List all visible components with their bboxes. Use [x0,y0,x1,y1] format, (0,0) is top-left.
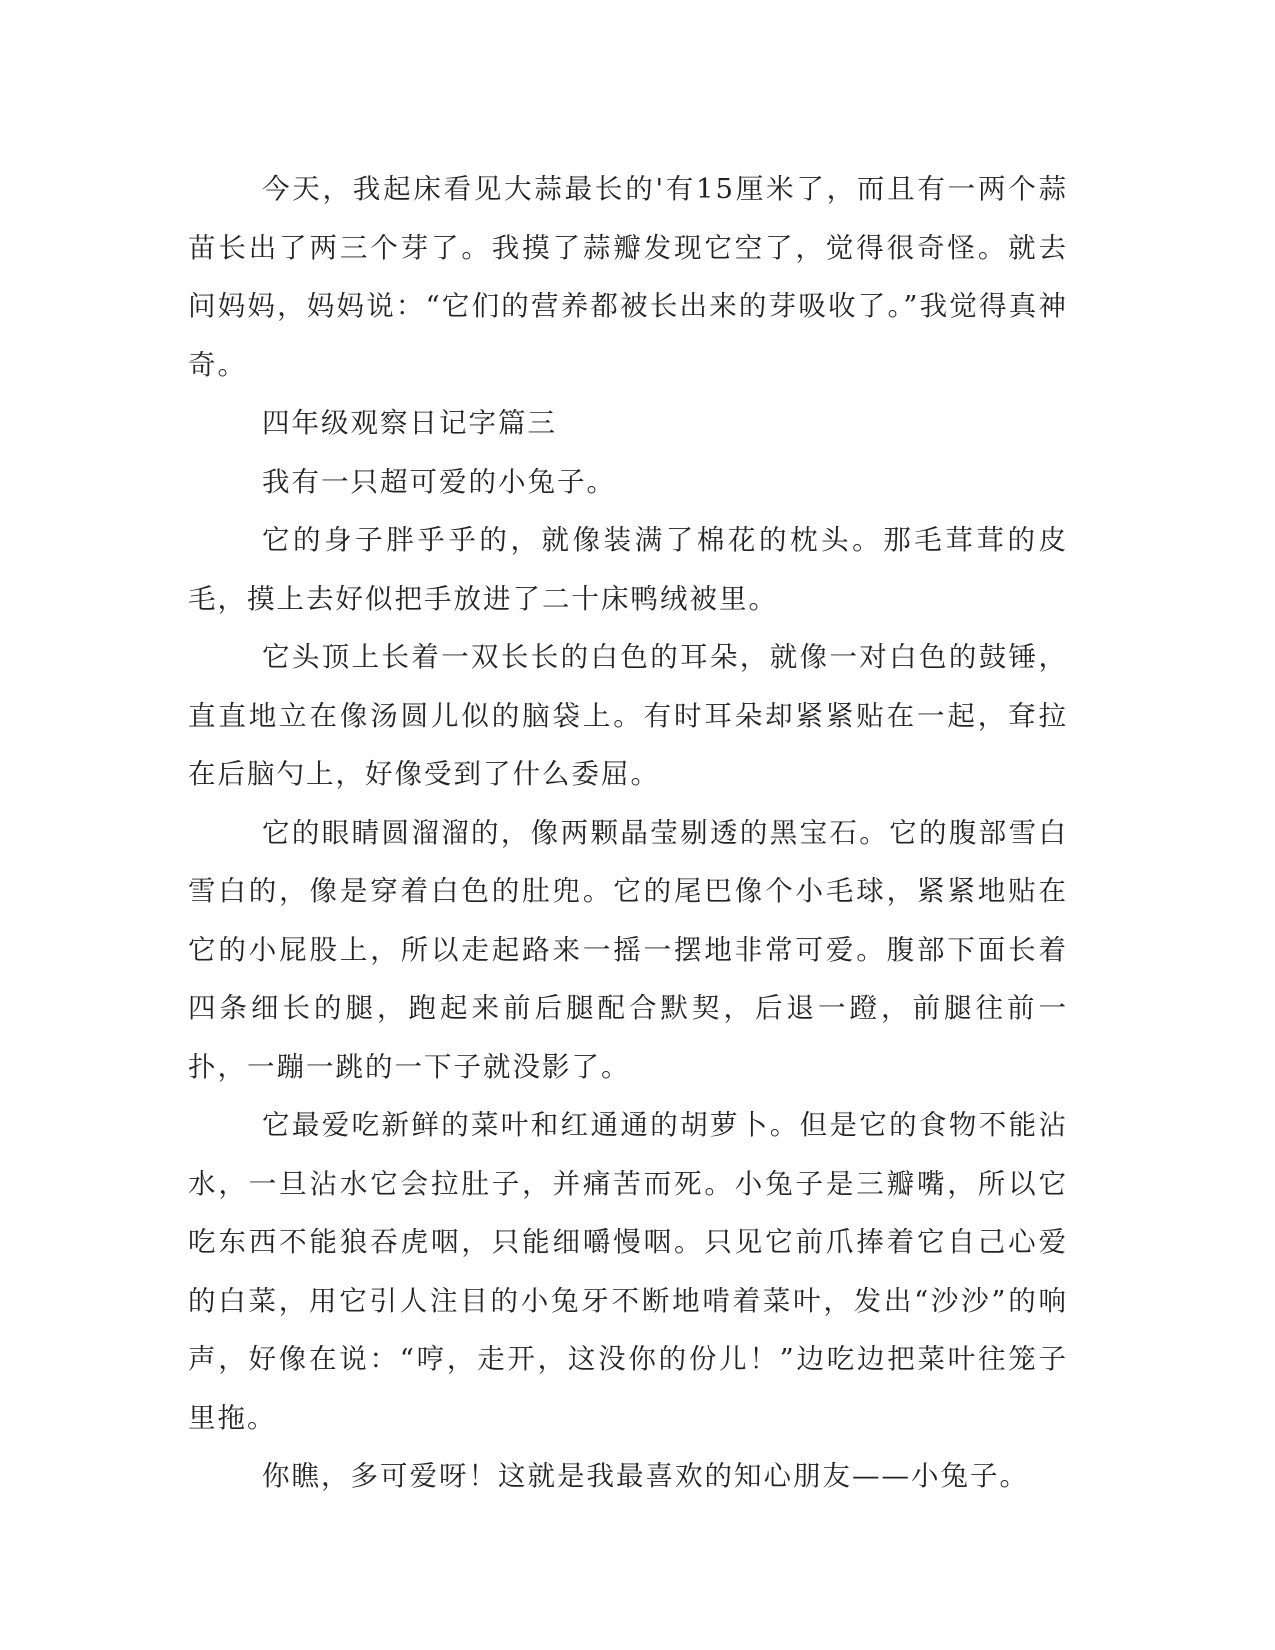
paragraph-ears: 它头顶上长着一双长长的白色的耳朵，就像一对白色的鼓锤，直直地立在像汤圆儿似的脑袋上。有时耳朵却紧紧贴在一起，耷拉在后脑勺上，好像受到了什么委屈。 [188,641,1068,790]
paragraph-eating: 它最爱吃新鲜的菜叶和红通通的胡萝卜。但是它的食物不能沾水，一旦沾水它会拉肚子，并痛苦而死。小兔子是三瓣嘴，所以它吃东西不能狼吞虎咽，只能细嚼慢咽。只见它前爪捧着它自己心爱的白菜，用它引人注目的小兔牙不断地啃着菜叶，发出“沙沙”的响声，好像在说：“哼，走开，这没你的份儿！”边吃边把菜叶往笼子里拖。 [188,1109,1068,1434]
paragraph-intro: 我有一只超可爱的小兔子。 [262,465,616,498]
section-heading: 四年级观察日记字篇三 [262,407,557,439]
document-body [188,160,1068,1506]
paragraph-conclusion: 你瞧，多可爱呀！这就是我最喜欢的知心朋友——小兔子。 [262,1460,1029,1492]
paragraph-garlic-observation: 今天，我起床看见大蒜最长的'有15厘米了，而且有一两个蒜苗长出了两三个芽了。我摸了蒜瓣发现它空了，觉得很奇怪。就去问妈妈，妈妈说：“它们的营养都被长出来的芽吸收了。”我觉得真神奇。 [188,173,1068,381]
paragraph-eyes-tail-legs: 它的眼睛圆溜溜的，像两颗晶莹剔透的黑宝石。它的腹部雪白雪白的，像是穿着白色的肚兜。它的尾巴像个小毛球，紧紧地贴在它的小屁股上，所以走起路来一摇一摆地非常可爱。腹部下面长着四条细长的腿，跑起来前后腿配合默契，后退一蹬，前腿往前一扑，一蹦一跳的一下子就没影了。 [188,816,1068,1083]
paragraph-body: 它的身子胖乎乎的，就像装满了棉花的枕头。那毛茸茸的皮毛，摸上去好似把手放进了二十床鸭绒被里。 [188,524,1068,615]
